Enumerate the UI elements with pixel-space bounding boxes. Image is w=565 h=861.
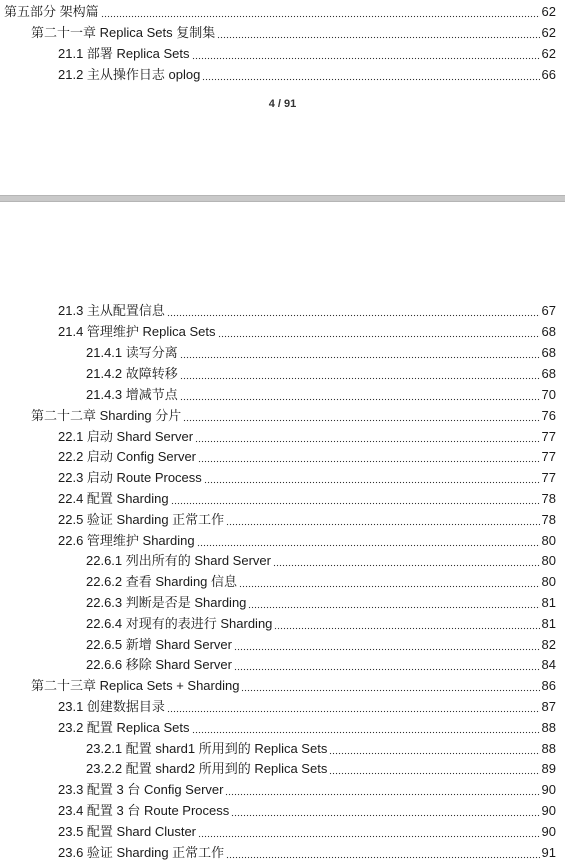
toc-title: 22.6.1 列出所有的 Shard Server bbox=[86, 553, 271, 568]
dot-leader bbox=[171, 493, 540, 505]
toc-title: 21.1 部署 Replica Sets bbox=[58, 46, 190, 61]
toc-subsection-line[interactable] bbox=[86, 549, 556, 569]
toc-page-number: 68 bbox=[541, 345, 556, 360]
toc-title: 22.6.6 移除 Shard Server bbox=[86, 657, 232, 672]
toc-chapter-line[interactable] bbox=[31, 404, 556, 424]
toc-page-number: 68 bbox=[541, 324, 556, 339]
dot-leader bbox=[195, 431, 539, 443]
toc-title: 23.3 配置 3 台 Config Server bbox=[58, 782, 224, 797]
toc-page-number: 88 bbox=[541, 741, 556, 756]
toc-page-number: 62 bbox=[541, 4, 556, 19]
dot-leader bbox=[217, 27, 539, 39]
toc-page-number: 62 bbox=[541, 25, 556, 40]
toc-page-number: 81 bbox=[541, 616, 556, 631]
toc-subsection-line[interactable] bbox=[86, 612, 556, 632]
toc-title: 22.2 启动 Config Server bbox=[58, 449, 197, 464]
toc-subsection-line[interactable] bbox=[86, 341, 556, 361]
dot-leader bbox=[329, 763, 539, 775]
dot-leader bbox=[197, 535, 540, 547]
toc-subsection-line[interactable] bbox=[86, 757, 556, 777]
toc-title: 22.5 验证 Sharding 正常工作 bbox=[58, 512, 225, 527]
toc-page-number: 90 bbox=[541, 803, 556, 818]
toc-page-number: 82 bbox=[541, 637, 556, 652]
toc-section-line[interactable] bbox=[58, 695, 556, 715]
dot-leader bbox=[234, 639, 540, 651]
dot-leader bbox=[180, 368, 540, 380]
toc-title: 23.6 验证 Sharding 正常工作 bbox=[58, 845, 225, 860]
dot-leader bbox=[192, 722, 540, 734]
toc-subsection-line[interactable] bbox=[86, 591, 556, 611]
toc-page-number: 80 bbox=[541, 553, 556, 568]
toc-page-number: 77 bbox=[541, 470, 556, 485]
dot-leader bbox=[198, 826, 540, 838]
toc-section-line[interactable] bbox=[58, 529, 556, 549]
toc-title: 23.2.1 配置 shard1 所用到的 Replica Sets bbox=[86, 741, 328, 756]
toc-section-line[interactable] bbox=[58, 820, 556, 840]
toc-chapter-line[interactable] bbox=[31, 674, 556, 694]
dot-leader bbox=[180, 389, 540, 401]
toc-subsection-line[interactable] bbox=[86, 383, 556, 403]
dot-leader bbox=[198, 451, 540, 463]
dot-leader bbox=[231, 805, 539, 817]
toc-page-number: 87 bbox=[541, 699, 556, 714]
toc-chapter-line[interactable] bbox=[31, 21, 556, 41]
dot-leader bbox=[225, 784, 539, 796]
toc-title: 第二十一章 Replica Sets 复制集 bbox=[31, 25, 216, 40]
toc-part-line[interactable] bbox=[4, 0, 556, 20]
toc-section-line[interactable] bbox=[58, 425, 556, 445]
toc-title: 21.4.2 故障转移 bbox=[86, 366, 178, 381]
toc-page-number: 62 bbox=[541, 46, 556, 61]
toc-page-number: 91 bbox=[541, 845, 556, 860]
toc-page-number: 70 bbox=[541, 387, 556, 402]
dot-leader bbox=[226, 847, 539, 859]
dot-leader bbox=[218, 326, 540, 338]
toc-page-number: 66 bbox=[541, 67, 556, 82]
toc-page-number: 90 bbox=[541, 824, 556, 839]
toc-subsection-line[interactable] bbox=[86, 737, 556, 757]
toc-section-line[interactable] bbox=[58, 63, 556, 83]
toc-title: 21.4.1 读写分离 bbox=[86, 345, 178, 360]
page-number-footer: 4 / 91 bbox=[268, 98, 297, 110]
toc-subsection-line[interactable] bbox=[86, 362, 556, 382]
toc-section-line[interactable] bbox=[58, 487, 556, 507]
dot-leader bbox=[167, 701, 540, 713]
toc-subsection-line[interactable] bbox=[86, 633, 556, 653]
toc-page-number: 68 bbox=[541, 366, 556, 381]
toc-title: 22.6.4 对现有的表进行 Sharding bbox=[86, 616, 273, 631]
toc-title: 第五部分 架构篇 bbox=[4, 4, 99, 19]
dot-leader bbox=[183, 410, 539, 422]
toc-page-number: 78 bbox=[541, 512, 556, 527]
toc-page-number: 89 bbox=[541, 761, 556, 776]
toc-page-number: 84 bbox=[541, 657, 556, 672]
toc-title: 22.4 配置 Sharding bbox=[58, 491, 169, 506]
dot-leader bbox=[180, 347, 540, 359]
toc-page-number: 67 bbox=[541, 303, 556, 318]
toc-title: 23.4 配置 3 台 Route Process bbox=[58, 803, 230, 818]
dot-leader bbox=[248, 597, 539, 609]
toc-page-number: 76 bbox=[541, 408, 556, 423]
toc-page-number: 80 bbox=[541, 533, 556, 548]
toc-title: 21.3 主从配置信息 bbox=[58, 303, 165, 318]
dot-leader bbox=[101, 6, 540, 18]
toc-title: 23.2.2 配置 shard2 所用到的 Replica Sets bbox=[86, 761, 328, 776]
toc-page-number: 86 bbox=[541, 678, 556, 693]
toc-section-line[interactable] bbox=[58, 299, 556, 319]
toc-title: 22.6.2 查看 Sharding 信息 bbox=[86, 574, 238, 589]
toc-title: 22.3 启动 Route Process bbox=[58, 470, 202, 485]
page-separator bbox=[0, 195, 565, 202]
toc-page-number: 77 bbox=[541, 429, 556, 444]
toc-title: 21.4.3 增减节点 bbox=[86, 387, 178, 402]
dot-leader bbox=[239, 576, 540, 588]
toc-section-line[interactable] bbox=[58, 716, 556, 736]
toc-title: 21.4 管理维护 Replica Sets bbox=[58, 324, 216, 339]
toc-title: 22.6.3 判断是否是 Sharding bbox=[86, 595, 247, 610]
dot-leader bbox=[167, 305, 540, 317]
dot-leader bbox=[329, 743, 539, 755]
toc-title: 23.2 配置 Replica Sets bbox=[58, 720, 190, 735]
toc-page-number: 78 bbox=[541, 491, 556, 506]
toc-section-line[interactable] bbox=[58, 841, 556, 861]
toc-section-line[interactable] bbox=[58, 778, 556, 798]
dot-leader bbox=[273, 555, 540, 567]
dot-leader bbox=[234, 659, 540, 671]
toc-title: 第二十三章 Replica Sets + Sharding bbox=[31, 678, 240, 693]
toc-title: 22.6 管理维护 Sharding bbox=[58, 533, 195, 548]
dot-leader bbox=[204, 472, 540, 484]
dot-leader bbox=[241, 680, 539, 692]
toc-subsection-line[interactable] bbox=[86, 653, 556, 673]
toc-subsection-line[interactable] bbox=[86, 570, 556, 590]
toc-section-line[interactable] bbox=[58, 508, 556, 528]
dot-leader bbox=[192, 48, 540, 60]
toc-page-number: 77 bbox=[541, 449, 556, 464]
dot-leader bbox=[202, 69, 539, 81]
toc-page-number: 80 bbox=[541, 574, 556, 589]
toc-section-line[interactable] bbox=[58, 445, 556, 465]
toc-section-line[interactable] bbox=[58, 799, 556, 819]
toc-page-number: 90 bbox=[541, 782, 556, 797]
toc-page-number: 88 bbox=[541, 720, 556, 735]
toc-section-line[interactable] bbox=[58, 42, 556, 62]
dot-leader bbox=[274, 618, 539, 630]
toc-title: 23.1 创建数据目录 bbox=[58, 699, 165, 714]
toc-section-line[interactable] bbox=[58, 320, 556, 340]
dot-leader bbox=[226, 514, 539, 526]
toc-page-number: 81 bbox=[541, 595, 556, 610]
toc-title: 第二十二章 Sharding 分片 bbox=[31, 408, 182, 423]
toc-title: 23.5 配置 Shard Cluster bbox=[58, 824, 197, 839]
toc-section-line[interactable] bbox=[58, 466, 556, 486]
toc-title: 22.6.5 新增 Shard Server bbox=[86, 637, 232, 652]
toc-title: 21.2 主从操作日志 oplog bbox=[58, 67, 201, 82]
toc-title: 22.1 启动 Shard Server bbox=[58, 429, 194, 444]
